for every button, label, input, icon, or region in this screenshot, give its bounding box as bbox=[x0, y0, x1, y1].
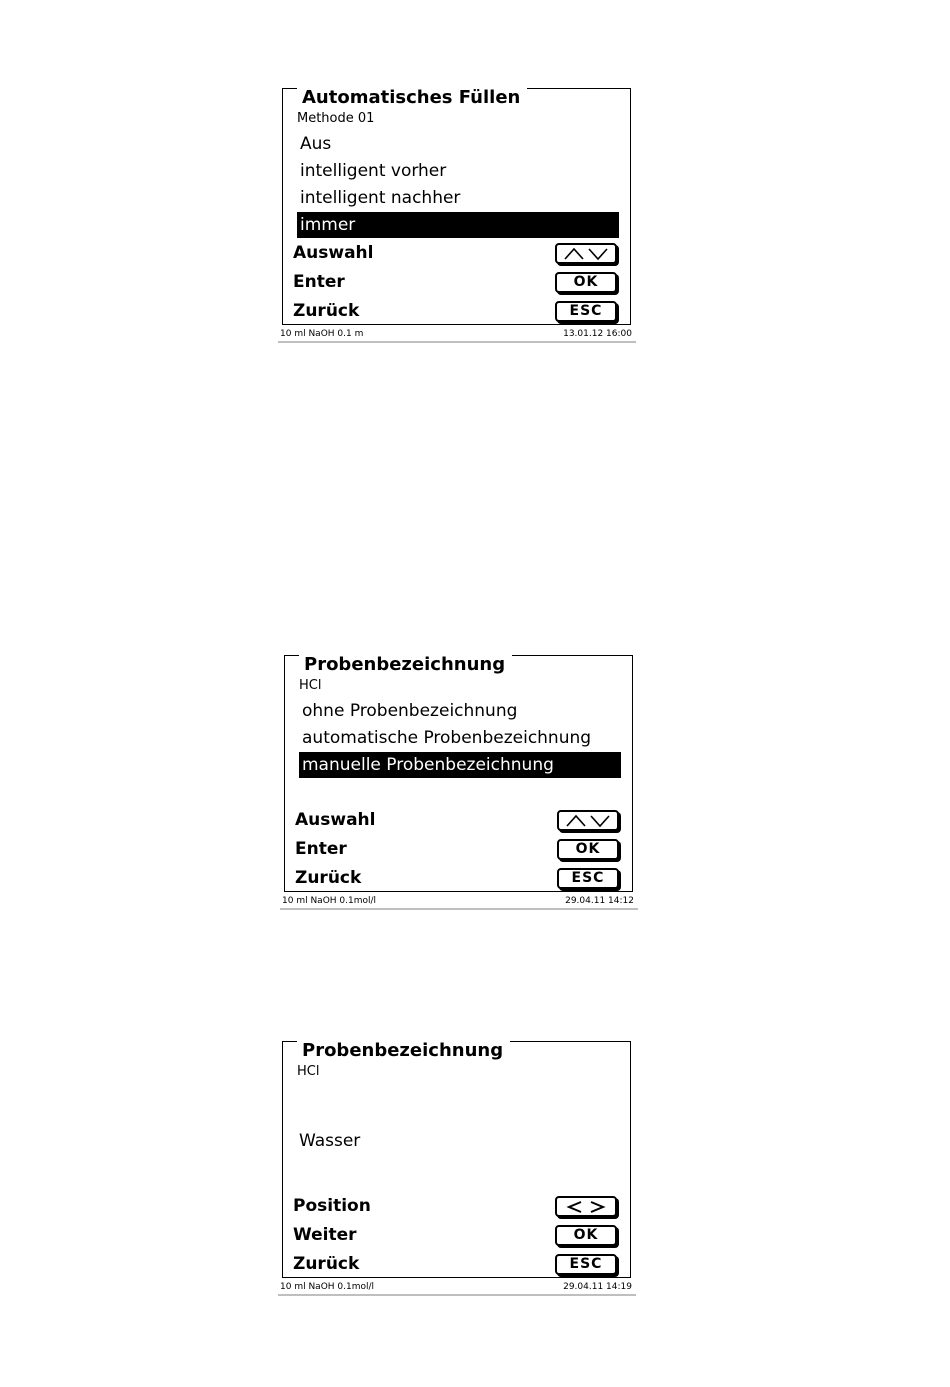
ok-key[interactable]: OK bbox=[557, 839, 619, 860]
key-label-auswahl: Auswahl bbox=[295, 810, 376, 830]
option-automatische-probenbezeichnung[interactable]: automatische Probenbezeichnung bbox=[302, 728, 592, 748]
key-label-zurueck: Zurück bbox=[295, 868, 362, 888]
dialog-title: Probenbezeichnung bbox=[299, 655, 512, 675]
key-label-auswahl: Auswahl bbox=[293, 243, 374, 263]
ok-key[interactable]: OK bbox=[555, 272, 617, 293]
screen-probenbezeichnung-auswahl bbox=[280, 647, 638, 911]
dialog-subtitle: HCl bbox=[299, 678, 322, 693]
status-bar bbox=[278, 1280, 636, 1296]
key-label-zurueck: Zurück bbox=[293, 301, 360, 321]
up-down-arrow-key[interactable] bbox=[557, 810, 619, 831]
left-right-arrows-icon bbox=[561, 1200, 611, 1214]
status-reagent: 10 ml NaOH 0.1mol/l bbox=[280, 1282, 375, 1292]
key-label-zurueck: Zurück bbox=[293, 1254, 360, 1274]
option-aus[interactable]: Aus bbox=[300, 134, 332, 154]
left-right-arrow-key[interactable] bbox=[555, 1196, 617, 1217]
key-label-weiter: Weiter bbox=[293, 1225, 357, 1245]
up-down-arrows-icon bbox=[563, 814, 613, 828]
option-manuelle-probenbezeichnung-selected[interactable]: manuelle Probenbezeichnung bbox=[299, 752, 621, 778]
up-down-arrow-key[interactable] bbox=[555, 243, 617, 264]
option-ohne-probenbezeichnung[interactable]: ohne Probenbezeichnung bbox=[302, 701, 518, 721]
status-bar bbox=[278, 327, 636, 343]
ok-key[interactable]: OK bbox=[555, 1225, 617, 1246]
dialog-frame bbox=[282, 1041, 631, 1278]
status-reagent: 10 ml NaOH 0.1mol/l bbox=[282, 896, 377, 906]
dialog-frame bbox=[284, 655, 633, 892]
option-immer-selected[interactable]: immer bbox=[297, 212, 619, 238]
screen-automatisches-fuellen bbox=[278, 80, 636, 344]
dialog-title: Automatisches Füllen bbox=[297, 88, 527, 108]
esc-key[interactable]: ESC bbox=[555, 1254, 617, 1275]
status-datetime: 29.04.11 14:19 bbox=[563, 1282, 632, 1292]
status-datetime: 29.04.11 14:12 bbox=[565, 896, 634, 906]
dialog-title: Probenbezeichnung bbox=[297, 1041, 510, 1061]
option-intelligent-vorher[interactable]: intelligent vorher bbox=[300, 161, 447, 181]
status-datetime: 13.01.12 16:00 bbox=[563, 329, 632, 339]
screen-probenbezeichnung-eingabe bbox=[278, 1033, 636, 1297]
status-reagent: 10 ml NaOH 0.1 m bbox=[280, 329, 364, 339]
option-intelligent-nachher[interactable]: intelligent nachher bbox=[300, 188, 461, 208]
esc-key[interactable]: ESC bbox=[555, 301, 617, 322]
key-label-enter: Enter bbox=[295, 839, 347, 859]
status-bar bbox=[280, 894, 638, 910]
dialog-frame bbox=[282, 88, 631, 325]
dialog-subtitle: Methode 01 bbox=[297, 111, 375, 126]
dialog-subtitle: HCl bbox=[297, 1064, 320, 1079]
esc-key[interactable]: ESC bbox=[557, 868, 619, 889]
up-down-arrows-icon bbox=[561, 247, 611, 261]
key-label-enter: Enter bbox=[293, 272, 345, 292]
key-label-position: Position bbox=[293, 1196, 371, 1216]
sample-name-field[interactable]: Wasser bbox=[299, 1131, 361, 1151]
